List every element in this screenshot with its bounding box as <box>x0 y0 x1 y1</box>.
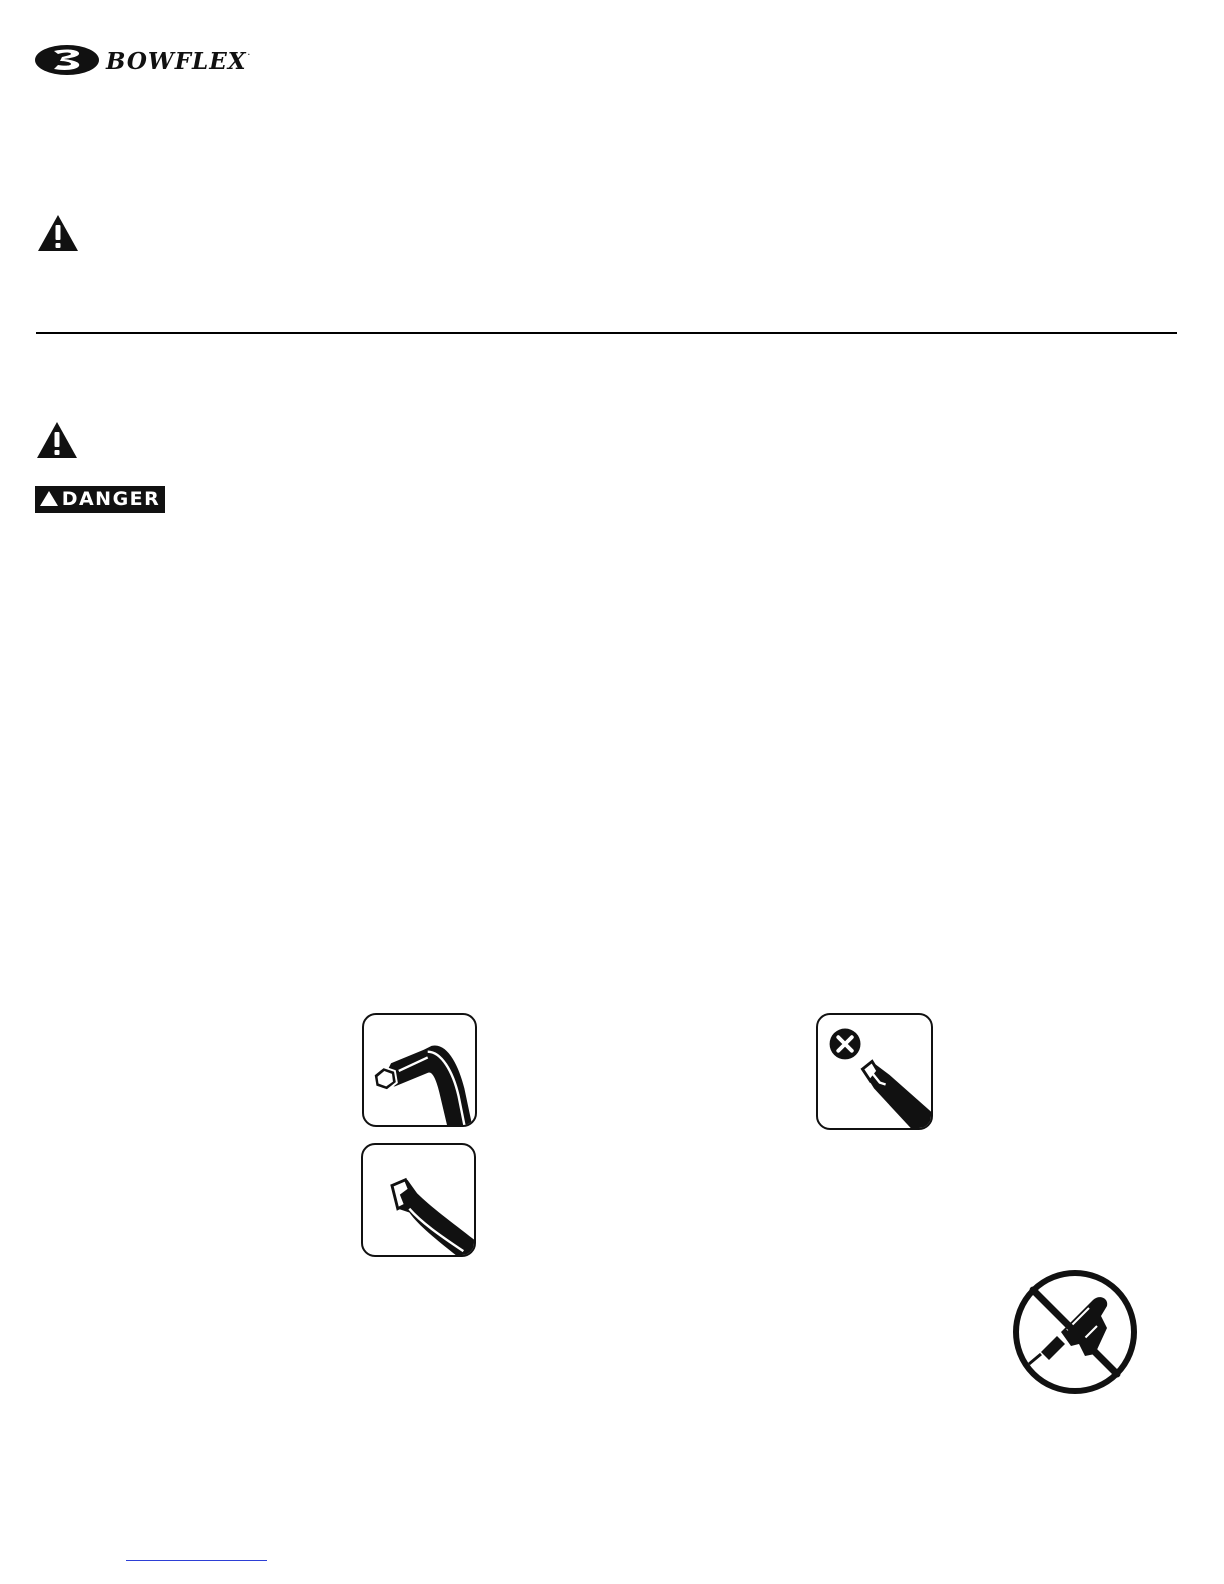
danger-label-text: DANGER <box>61 488 161 510</box>
flat-screwdriver-icon <box>361 1143 476 1257</box>
danger-triangle-icon <box>40 491 58 506</box>
brand-wordmark <box>106 48 251 75</box>
footer-link[interactable] <box>126 1555 267 1561</box>
section-divider <box>36 332 1177 334</box>
warning-icon <box>36 213 80 253</box>
bowflex-logo-mark-icon <box>34 42 104 78</box>
hex-key-icon <box>362 1013 477 1127</box>
phillips-screwdriver-icon <box>816 1013 933 1130</box>
no-power-drill-icon <box>1011 1268 1139 1396</box>
brand-name: BOWFLEX <box>106 48 247 75</box>
trademark-mark: . <box>247 48 252 57</box>
danger-label <box>35 486 165 513</box>
warning-icon <box>35 420 79 460</box>
bowflex-logo <box>34 42 296 78</box>
